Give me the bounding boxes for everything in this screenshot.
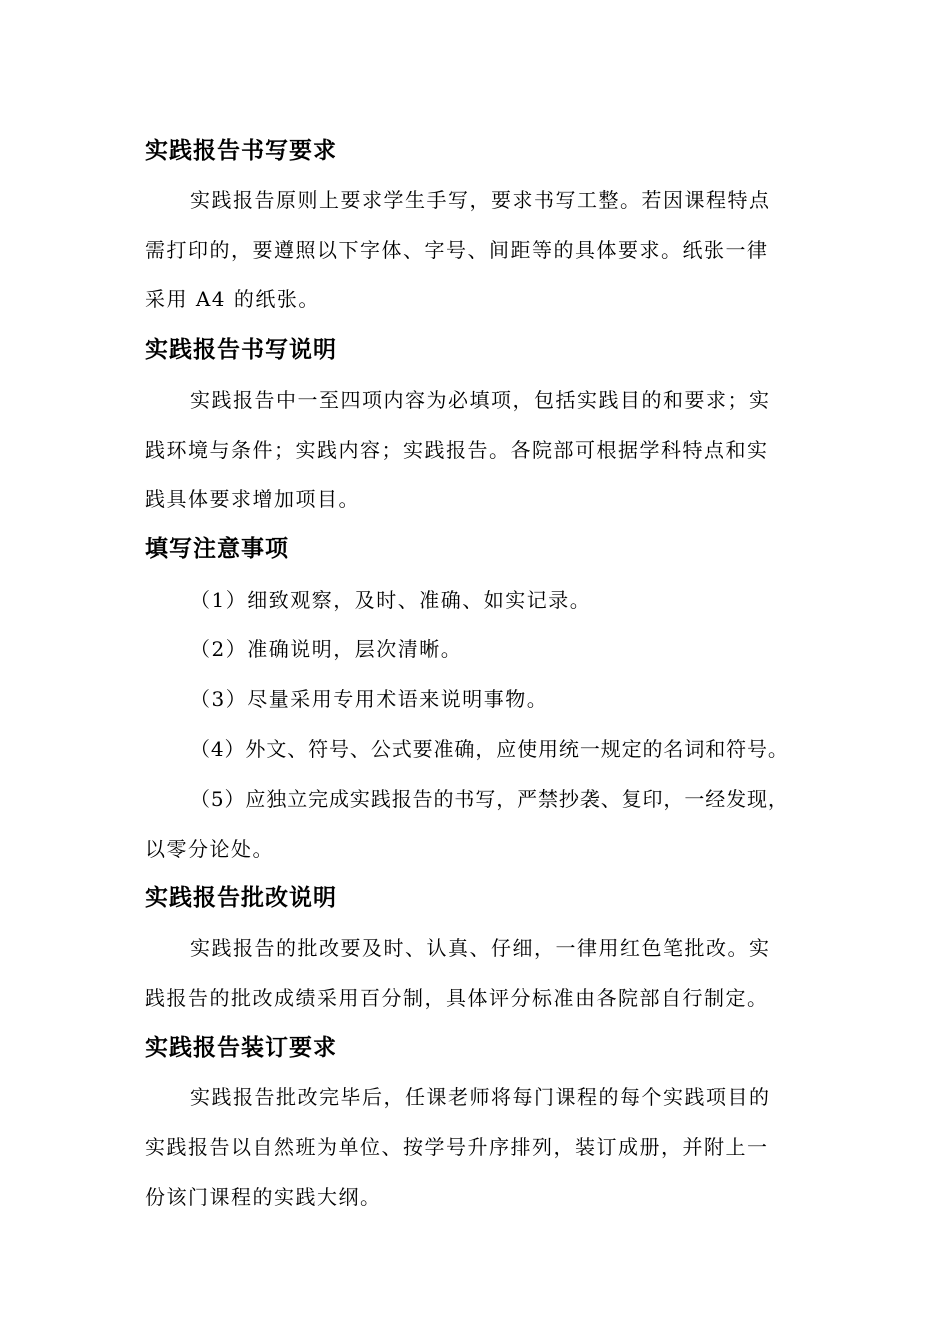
paragraph-line: 实践报告原则上要求学生手写，要求书写工整。若因课程特点 bbox=[190, 188, 771, 212]
paragraph-line: 实践报告批改完毕后，任课老师将每门课程的每个实践项目的 bbox=[190, 1085, 771, 1109]
paragraph-line: 实践报告的批改要及时、认真、仔细，一律用红色笔批改。实 bbox=[190, 936, 771, 960]
list-item: （4）外文、符号、公式要准确，应使用统一规定的名词和符号。 bbox=[190, 737, 789, 761]
paragraph-line: 以零分论处。 bbox=[145, 837, 274, 861]
list-item: （5）应独立完成实践报告的书写，严禁抄袭、复印，一经发现， bbox=[190, 787, 789, 811]
paragraph-line: 需打印的，要遵照以下字体、字号、间距等的具体要求。纸张一律 bbox=[145, 238, 769, 262]
paragraph-line: 践报告的批改成绩采用百分制，具体评分标准由各院部自行制定。 bbox=[145, 986, 769, 1010]
section-heading-grading-instructions: 实践报告批改说明 bbox=[145, 884, 337, 911]
paragraph-line: 践具体要求增加项目。 bbox=[145, 487, 360, 511]
paragraph-line: 践环境与条件；实践内容；实践报告。各院部可根据学科特点和实 bbox=[145, 438, 769, 462]
paragraph-line: 采用 A4 的纸张。 bbox=[145, 287, 320, 311]
section-heading-binding-requirements: 实践报告装订要求 bbox=[145, 1034, 337, 1061]
section-heading-writing-instructions: 实践报告书写说明 bbox=[145, 336, 337, 363]
paragraph-line: 份该门课程的实践大纲。 bbox=[145, 1185, 382, 1209]
paragraph-line: 实践报告以自然班为单位、按学号升序排列，装订成册，并附上一 bbox=[145, 1135, 769, 1159]
list-item: （2）准确说明，层次清晰。 bbox=[190, 637, 463, 661]
list-item: （3）尽量采用专用术语来说明事物。 bbox=[190, 687, 549, 711]
list-item: （1）细致观察，及时、准确、如实记录。 bbox=[190, 588, 592, 612]
section-heading-writing-requirements: 实践报告书写要求 bbox=[145, 137, 337, 164]
paragraph-line: 实践报告中一至四项内容为必填项，包括实践目的和要求；实 bbox=[190, 388, 771, 412]
section-heading-filling-notes: 填写注意事项 bbox=[145, 535, 289, 562]
